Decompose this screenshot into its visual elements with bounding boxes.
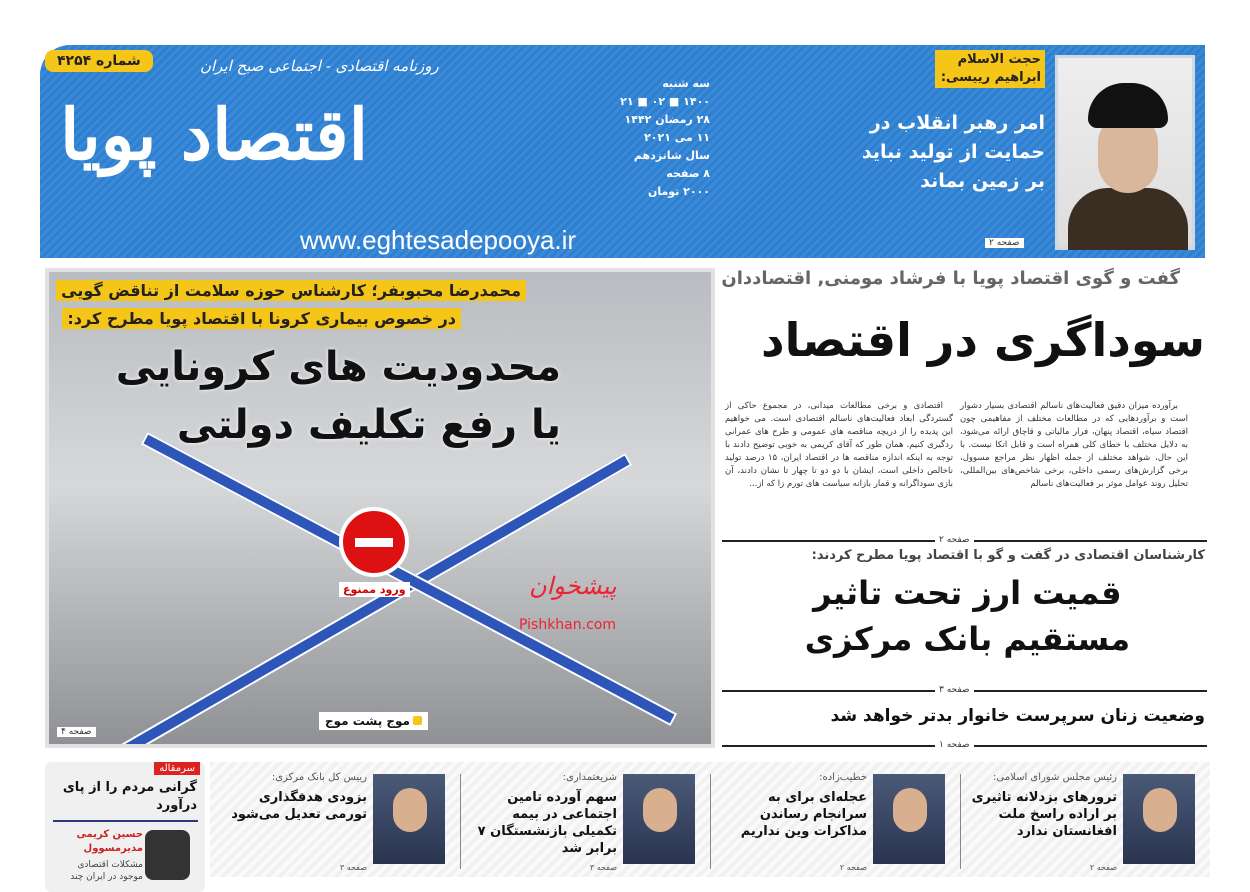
headline-line: یا رفع تکلیف دولتی (176, 402, 561, 448)
story3-headline[interactable]: وضعیت زنان سرپرست خانوار بدتر خواهد شد (830, 706, 1205, 726)
brief-title: عجله‌ای برای به سرانجام رساندن مذاکرات وین نداریم (740, 790, 867, 839)
masthead (40, 45, 1205, 258)
lead-page-ref: صفحه ۲ (985, 238, 1024, 248)
brief-item[interactable] (710, 762, 955, 877)
divider (710, 774, 711, 869)
page-ref: صفحه ۲ (935, 535, 974, 545)
page-ref: صفحه ۳ (935, 685, 974, 695)
date-lunar: ۲۸ رمضان ۱۴۴۲ (624, 113, 710, 126)
newspaper-logo: اقتصاد پویا (60, 93, 369, 176)
date-solar: ۱۴۰۰ ■ ۰۲ ■ ۲۱ (620, 95, 710, 108)
page-ref: صفحه ۲ (1089, 863, 1117, 872)
main-subhead: محمدرضا محبوبفر؛ کارشناس حوزه سلامت از تناقض گویی (56, 280, 526, 301)
date-block (600, 75, 710, 201)
headline-line: مستقیم بانک مرکزی (804, 620, 1130, 658)
story2-headline[interactable] (805, 570, 1130, 662)
brief-source: شریعتمداری: (562, 772, 617, 783)
watermark-url: Pishkhan.com (519, 617, 616, 633)
brief-source: خطیب‌زاده: (819, 772, 867, 783)
headline-line: قمیت ارز تحت تاثیر (813, 574, 1122, 612)
story1-column: برآورده میزان دقیق فعالیت‌های ناسالم اقتصادی بسیار دشوار است و برآوردهایی که در مطالعات مختلف از مفاهیمی چون اقتصاد سیاه، اقتصاد پنهان، فرار مالیاتی و قاچاق ارائه می‌شود، به دلایل مختلف با خطای کلی همراه است و قابل اتکا نیست. با این حال، شواهد مختلف از جمله اظهار نظر مراجع مسوول، برخی گزارش‌های رسمی داخلی، برخی شاخص‌های بین‌المللی، تحلیل روند عوامل موثر بر فعالیت‌های ناسالم (960, 401, 1188, 489)
author: حسین کریمی (76, 829, 143, 840)
page-ref: صفحه ۱ (935, 740, 974, 750)
author-role: مدیرمسوول (83, 843, 143, 854)
issue-number: شماره ۴۲۵۴ (45, 50, 153, 72)
tagline: روزنامه اقتصادی - اجتماعی صبح ایران (200, 57, 439, 75)
watermark: پیشخوان (529, 572, 617, 600)
website-link[interactable]: www.eghtesadepooya.ir (300, 225, 577, 255)
brief-title: بزودی هدفگذاری تورمی تعدیل می‌شود (231, 790, 367, 822)
divider (460, 774, 461, 869)
brief-photo (1123, 774, 1195, 864)
brief-item[interactable] (960, 762, 1205, 877)
page-ref: صفحه ۲ (839, 863, 867, 872)
caption-text: موج پشت موج (325, 714, 410, 728)
editorial-title: گرانی مردم را از پای درآورد (62, 780, 197, 813)
author-name (76, 828, 143, 856)
main-photo-story[interactable] (45, 268, 715, 748)
page-ref: صفحه ۴ (57, 727, 96, 737)
page-ref: صفحه ۳ (339, 863, 367, 872)
weekday: سه شنبه (662, 77, 710, 90)
no-entry-sign-icon (339, 507, 409, 577)
divider (960, 774, 961, 869)
barrier (106, 453, 633, 748)
story2-kicker: کارشناسان اقتصادی در گفت و گو با اقتصاد پویا مطرح کردند: (811, 548, 1205, 563)
date-gregorian: ۱۱ می ۲۰۲۱ (644, 131, 710, 144)
main-headline[interactable] (116, 338, 561, 454)
square-bullet-icon (413, 716, 422, 725)
editorial[interactable] (45, 762, 205, 892)
year-volume: سال شانزدهم (633, 149, 710, 162)
author-avatar (145, 830, 190, 880)
main-subhead: در خصوص بیماری کرونا با اقتصاد پویا مطرح کرد: (62, 308, 461, 329)
price: ۲۰۰۰ تومان (647, 185, 710, 198)
photo-caption (319, 712, 428, 730)
lead-speaker: حجت الاسلام ابراهیم رییسی: (935, 50, 1045, 88)
brief-photo (873, 774, 945, 864)
brief-photo (623, 774, 695, 864)
editorial-excerpt: مشکلات اقتصادی موجود در ایران چند (70, 860, 143, 882)
brief-title: سهم آورده تامین اجتماعی در بیمه تکمیلی بازنشستگان ۷ برابر شد (477, 790, 617, 856)
brief-photo (373, 774, 445, 864)
brief-title: ترورهای بزدلانه تاثیری بر اراده راسخ ملت افغانستان ندارد (971, 790, 1117, 839)
sign-label: ورود ممنوع (339, 582, 410, 597)
lead-headline[interactable]: امر رهبر انقلاب در حمایت از تولید نباید بر زمین بماند (861, 112, 1045, 192)
page-ref: صفحه ۳ (589, 863, 617, 872)
brief-source: رییس کل بانک مرکزی: (271, 772, 367, 783)
story1-kicker: گفت و گوی اقتصاد پویا با فرشاد مومنی, اقتصاددان (721, 268, 1180, 289)
headline-line: محدودیت های کرونایی (115, 344, 561, 390)
brief-source: رئیس مجلس شورای اسلامی: (993, 772, 1117, 783)
page-count: ۸ صفحه (666, 167, 710, 180)
story1-column: اقتصادی و برخی مطالعات میدانی، در مجموع حاکی از گستردگی ابعاد فعالیت‌های ناسالم اقتصادی است. می خواهیم این پدیده را از دریچه مناقصه های عمومی و طرح های عمرانی ردگیری کنیم. همان طور که آقای کریمی به خوبی توضیح دادند با توجه به اینکه اندازه مناقصه ها در اقتصاد ایران، ۱۵ درصد تولید ناخالص داخلی است، ایشان با دو دو تا چهار تا نشان دادند، آن بازی سوداگرانه و قمار بازانه سیاست های تورم زا که از... (725, 401, 953, 489)
divider (53, 820, 198, 822)
lead-photo (1055, 55, 1195, 250)
brief-item[interactable] (210, 762, 455, 877)
editorial-tag: سرمقاله (154, 762, 200, 775)
brief-item[interactable] (460, 762, 705, 877)
story1-headline[interactable]: سوداگری در اقتصاد (761, 313, 1205, 367)
news-briefs (210, 762, 1210, 877)
